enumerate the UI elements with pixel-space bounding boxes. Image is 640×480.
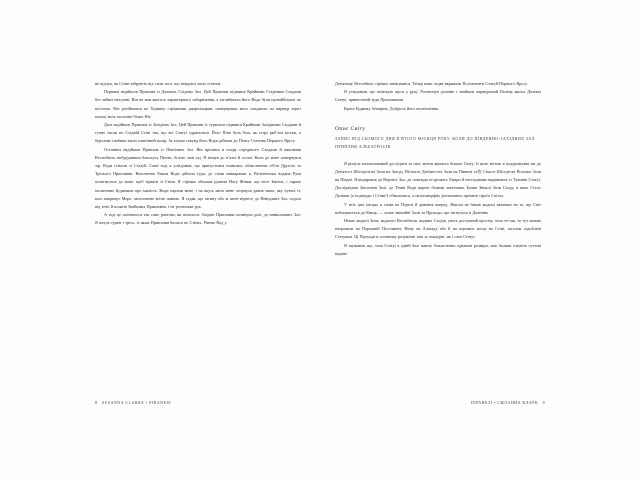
paragraph: Першим надійшов Приплив із Далеких Східних Зал. Цей Приплив піднявся Крайніми Східними Сходами без зайвої метушні. Він не мав якогось характерного забарвлення, а заглибшали його Води були щонайбільше по кісточок. Він розійшовся по Хіднику стрімкими джерельцями, повернувши мого спадаючи на мармур через пальці моїх молочно-білих Ніг. (95, 89, 301, 119)
section-heading-block (335, 125, 541, 151)
page-right-recto (320, 0, 640, 480)
folio-left (95, 400, 171, 406)
paragraph: Немає жодної Зали, жодного Вестибюля, жодних Сходів, увесь доступний простір, хоча те-сяк, то тут можна натрапити на Порожній Постамент, Нішу чи Альтаду або й на порожнє місце на Стіні, загалом оздоблені Статуями. Ці Проходи в сповному розумінні такі ж гламурні, як і самі Статуї. (335, 217, 541, 240)
page-number-left: 8 (95, 401, 98, 405)
page-number-right: 9 (542, 401, 545, 405)
paragraph: Останнім надійшов Приплив із Північних Зал. Він врізався в опору середнього Сходами й наповнив Вестибюль, вибудувавши блискучу Піною, білою, мов лід. Я зіпнув до пʼятої й осілої. Коли до мене повернувся зір, Води стікали зі Статуй. Саме тоді я усвідомив, що припустився помилки, обчислюючи об'єм Другого та Третього Припливів. Височенна Хвиля Води дійшла туди, де стояв навкарачки я. Велетенська водяна Рука потягнулася до мене, щоб зірвати зі Стіни. Я стрімко обхопив руками Ногу Жінки, що несе Звиток, і гаряче молитовно Будинкові про милість. Води парами мене, і на якусь мить мене огорнула давня тиша, яку чують ті, кого накривує Море, заполонене всією живою. Я гадав, що загину або ж мене віднесе до Невідомих Зал, подалі від течії й шляхів Знайомих Припливів, і не розтискав рук. (95, 146, 301, 210)
folio-right (471, 400, 545, 406)
folio-title-left: PIRANESI (149, 401, 172, 405)
folio-author-right: СЮЗАННА КЛАРК (497, 401, 539, 405)
paragraph: Я усвідомив, що затискую щось у руці. Розтиснув долоню і знайшов мармуровий Палець якоїсь Далекої Статуї, принесений туди Припливами. (335, 89, 541, 103)
paragraph: У всіх цих місцях я стояв на Порозі й дивився вперед. Ніколи не бачив жодної вказівки на те, що Світ наближається до Кінця, — лише звичайні Зали та Проходи, що тягнуться в Далечінь. (335, 201, 541, 215)
paragraph: Я рішуче налаштований дослідити за своє життя якомога більше Світу. Із цією метою я подорожував аж до Дев'ятсот Шістдесятої Зали на Заході, Вісімсот Дев'яностої Зали на Півночі та焦 Сімсот Шістдесят Восьмої Зали на Півдні. Я видирався до Верхніх Зал, де повсюди огортають Хмари й несподівано виринають із Туманів Статуї. Досліджував Затоплені Залі, де Темні Води вкриті білими лататтями. Бачив Зниклі Зали Сходу, в яких Стелі, Долівки (а подекуди і Стіни!) обвалилися, а налітоморфну розтинають промені сірого Світла. (335, 160, 541, 199)
folio-author-left: SUSANNA CLARKE (101, 401, 145, 405)
right-page-textblock (335, 80, 541, 380)
paragraph: Я зауважив, що, хоча Статуї в одній Залі мають більш-менш однакові розміри, між Залами існують суттєві відмін- (335, 242, 541, 256)
paragraph: Дев'ятому Вестибюлі стрімко знижувався. Тепер вони ледве вкривали Постаменти Статуй Першого Ярусу. (335, 81, 528, 86)
paragraph: Краса Будинку безмірна; Добрість його нескінченна. (344, 105, 440, 111)
paragraph: Далі надійшов Приплив із Західних Зал. Цей Приплив із гуркотом піднявся Крайніми Західними Сходами й гучно лясав по Східній Стіні так, що всі Статуї здригалися. Його Піна була біла, як старі рибʼячі кістки, а бурхливі глибини мали олив'яний колір. За кілька секунд його Води дійшли до Поясу Статуям Першого Ярусу. (95, 122, 301, 144)
paragraph: не відчув, як Стіни вібрують від сили того, що невдовзі мало статися. (95, 81, 222, 86)
folio-title-right: ПІРАНЕЗІ (471, 401, 493, 405)
left-page-textblock (95, 80, 301, 380)
paragraph: А тоді це скінчилося так само раптово, як почалося. Згадані Припливи полинули далі, до навколишніх Зал. Я почув гуркіт і тріск, із яким Припливи билися по Стінах. Рівень Вод у (95, 212, 301, 226)
section-dateline: ЗАПИС ВІД СЬОМОГО ДНЯ П'ЯТОГО МІСЯЦЯ РОКУ, КОЛИ ДО ПІВДЕННО-ЗАХІДНИХ ЗАЛ ПРИПЛИВ АЛЬБАТРОСІВ (335, 136, 535, 149)
folio-separator-left: • (145, 401, 148, 405)
folio-separator-right: • (493, 401, 496, 405)
section-title: Опис Світу (335, 125, 366, 132)
